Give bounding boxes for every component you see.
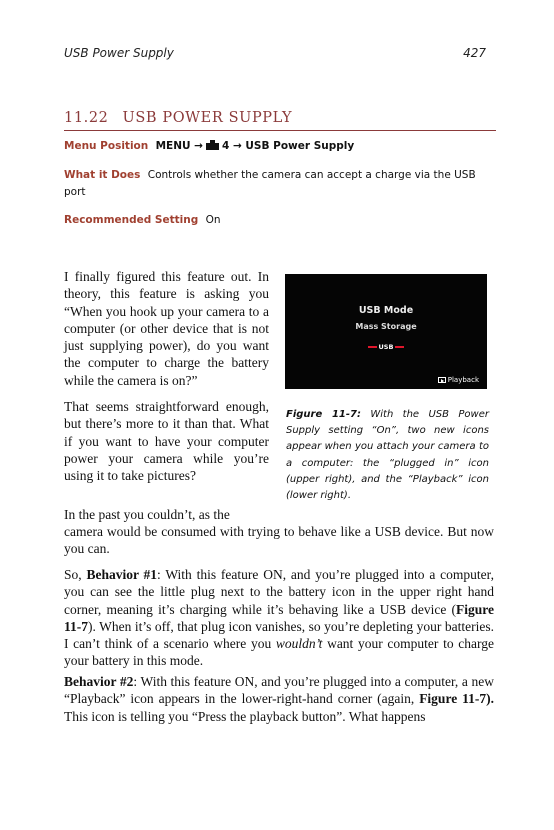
emphasis-text: wouldn’t xyxy=(275,636,323,652)
paragraph-past-start: In the past you couldn’t, as the xyxy=(64,507,230,522)
section-title: USB POWER SUPPLY xyxy=(122,110,293,126)
usb-line-right xyxy=(395,346,404,348)
figure-reference: Figure 11-7 xyxy=(64,601,494,634)
menu-path-start: MENU → xyxy=(155,140,203,152)
camera-screen-image xyxy=(285,274,487,389)
usb-indicator xyxy=(285,343,487,351)
recommended-setting-line xyxy=(64,212,484,229)
page-number: 427 xyxy=(463,46,486,60)
behavior-2-text-b: This icon is telling you “Press the playback button”. What happens xyxy=(64,708,426,724)
camera-setup-icon xyxy=(206,140,219,150)
paragraph-behavior-1 xyxy=(64,566,494,670)
what-it-does-line xyxy=(64,167,484,201)
usb-mode-title: USB Mode xyxy=(358,305,414,316)
usb-label: USB xyxy=(378,343,394,351)
behavior-2-text-a: : With this feature ON, and you’re plugged into a computer, a new “Playback” icon appears in the lower-right-hand corner (again, xyxy=(64,674,494,707)
menu-path-rest: 4 → USB Power Supply xyxy=(221,140,355,152)
playback-indicator xyxy=(438,376,479,384)
section-number: 11.22 xyxy=(64,110,109,126)
usb-mode-value: Mass Storage xyxy=(355,322,417,331)
playback-icon xyxy=(438,377,446,383)
figure-reference-2: Figure 11-7). xyxy=(419,691,494,707)
behavior-1-text-a: So, xyxy=(64,567,87,582)
figure-caption xyxy=(286,407,489,504)
menu-position-label: Menu Position xyxy=(64,140,149,152)
paragraph-behavior-2 xyxy=(64,673,494,725)
what-it-does-text: Controls whether the camera can accept a charge via the USB port xyxy=(64,169,476,198)
figure-caption-text: With the USB Power Supply setting “On”, two new icons appear when you attach your camera to a computer: the “plugged in” icon (upper right), and the “Playback” icon (lower right). xyxy=(286,409,489,502)
section-heading xyxy=(64,110,496,131)
what-it-does-label: What it Does xyxy=(64,169,141,181)
behavior-1-label: Behavior #1 xyxy=(86,567,158,582)
running-title: USB Power Supply xyxy=(64,46,174,60)
paragraph-intro: I finally figured this feature out. In theory, this feature is asking you “When you hook up your camera to a computer (or other device that is not just supplying power), do you want the computer to charge the battery while the camera is on?” xyxy=(64,269,269,388)
playback-label: Playback xyxy=(447,376,479,384)
running-header xyxy=(64,46,486,60)
usb-line-left xyxy=(368,346,377,348)
figure-caption-label: Figure 11-7: xyxy=(286,409,361,420)
menu-position-line xyxy=(64,138,484,155)
paragraph-question: That seems straightforward enough, but there’s more to it than that. What if you want to have your computer power your camera while you’re using it to take pictures? xyxy=(64,399,269,484)
behavior-1-text-c: ). When it’s off, that plug icon vanishes, so you’re depleting your batteries. I can’t think of a scenario where you xyxy=(64,618,494,652)
recommended-setting-value: On xyxy=(205,214,221,226)
behavior-2-label: Behavior #2 xyxy=(64,674,134,689)
behavior-1-text-d: want your computer to charge your battery in this mode. xyxy=(64,636,494,669)
recommended-setting-label: Recommended Setting xyxy=(64,214,199,226)
paragraph-past-rest: camera would be consumed with trying to behave like a USB device. But now you can. xyxy=(64,524,494,557)
behavior-1-text-b: : With this feature ON, and you’re plugged into a computer, you can see the little plug next to the battery icon in the upper right hand corner, meaning it’s charging while it’s behaving like a USB device ( xyxy=(64,567,494,617)
